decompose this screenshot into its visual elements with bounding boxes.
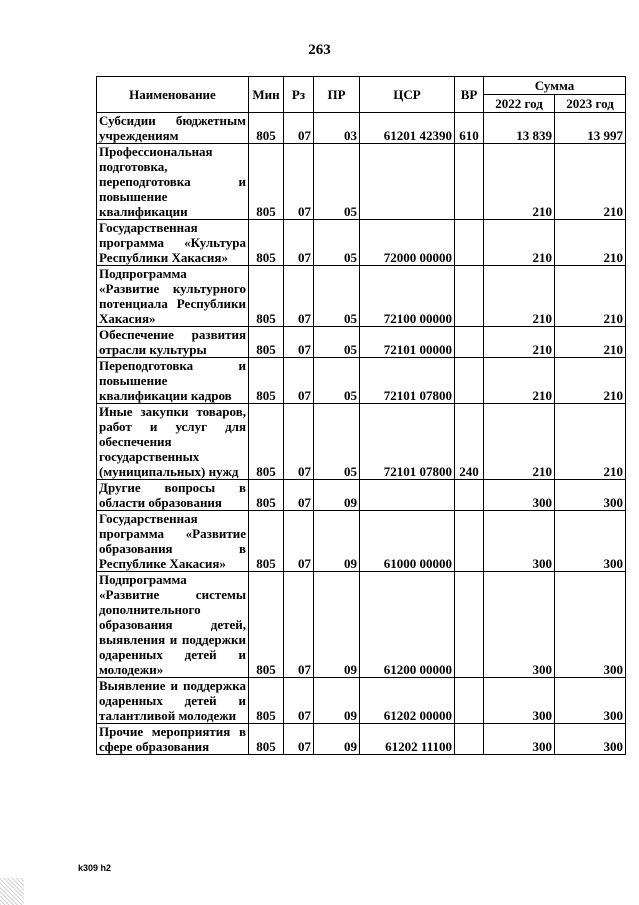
row-name: Государственная программа «Развитие образования в Республике Хакасия» xyxy=(97,511,249,572)
table-body xyxy=(97,113,626,755)
budget-table xyxy=(96,76,626,755)
row-sum-2023: 210 xyxy=(555,220,626,266)
row-pr: 05 xyxy=(314,220,360,266)
row-min: 805 xyxy=(249,480,284,511)
row-pr: 05 xyxy=(314,327,360,358)
header-name: Наименование xyxy=(97,77,249,113)
table-row xyxy=(97,358,626,404)
row-name: Другие вопросы в области образования xyxy=(97,480,249,511)
row-sum-2023: 210 xyxy=(555,404,626,480)
table-row xyxy=(97,724,626,755)
row-pr: 09 xyxy=(314,572,360,678)
row-sum-2023: 300 xyxy=(555,572,626,678)
row-rz: 07 xyxy=(284,404,314,480)
row-rz: 07 xyxy=(284,678,314,724)
header-vr: ВР xyxy=(455,77,484,113)
row-sum-2022: 210 xyxy=(484,358,555,404)
row-name: Переподготовка и повышение квалификации кадров xyxy=(97,358,249,404)
header-year-2022: 2022 год xyxy=(484,95,555,113)
row-sum-2023: 210 xyxy=(555,327,626,358)
table-row xyxy=(97,220,626,266)
row-sum-2022: 210 xyxy=(484,266,555,327)
row-min: 805 xyxy=(249,266,284,327)
row-name: Прочие мероприятия в сфере образования xyxy=(97,724,249,755)
row-vr: 610 xyxy=(455,113,484,144)
row-pr: 09 xyxy=(314,511,360,572)
row-sum-2022: 210 xyxy=(484,220,555,266)
footer-code: k309 h2 xyxy=(78,863,112,873)
row-pr: 05 xyxy=(314,358,360,404)
table-row xyxy=(97,404,626,480)
row-rz: 07 xyxy=(284,358,314,404)
row-min: 805 xyxy=(249,678,284,724)
table-row xyxy=(97,511,626,572)
row-pr: 09 xyxy=(314,724,360,755)
row-pr: 03 xyxy=(314,113,360,144)
row-name: Профессиональная подготовка, переподготовка и повышение квалификации xyxy=(97,144,249,220)
table-row xyxy=(97,266,626,327)
row-rz: 07 xyxy=(284,327,314,358)
row-csr: 72100 00000 xyxy=(360,266,455,327)
row-sum-2023: 300 xyxy=(555,678,626,724)
row-sum-2023: 210 xyxy=(555,144,626,220)
row-csr: 61201 42390 xyxy=(360,113,455,144)
row-csr: 72000 00000 xyxy=(360,220,455,266)
table-row xyxy=(97,327,626,358)
row-min: 805 xyxy=(249,358,284,404)
row-min: 805 xyxy=(249,724,284,755)
row-sum-2023: 300 xyxy=(555,480,626,511)
header-csr: ЦСР xyxy=(360,77,455,113)
row-vr xyxy=(455,511,484,572)
row-csr: 72101 07800 xyxy=(360,404,455,480)
row-vr xyxy=(455,480,484,511)
row-sum-2022: 210 xyxy=(484,327,555,358)
row-rz: 07 xyxy=(284,511,314,572)
header-min: Мин xyxy=(249,77,284,113)
row-csr: 61000 00000 xyxy=(360,511,455,572)
row-min: 805 xyxy=(249,404,284,480)
row-name: Обеспечение развития отрасли культуры xyxy=(97,327,249,358)
row-sum-2022: 300 xyxy=(484,678,555,724)
row-vr xyxy=(455,327,484,358)
row-csr: 72101 07800 xyxy=(360,358,455,404)
row-min: 805 xyxy=(249,113,284,144)
row-pr: 05 xyxy=(314,266,360,327)
row-sum-2022: 300 xyxy=(484,724,555,755)
row-sum-2023: 13 997 xyxy=(555,113,626,144)
row-rz: 07 xyxy=(284,113,314,144)
row-csr: 72101 00000 xyxy=(360,327,455,358)
row-min: 805 xyxy=(249,144,284,220)
row-vr xyxy=(455,678,484,724)
table-row xyxy=(97,144,626,220)
row-pr: 05 xyxy=(314,144,360,220)
row-rz: 07 xyxy=(284,144,314,220)
row-pr: 09 xyxy=(314,480,360,511)
row-vr xyxy=(455,220,484,266)
row-csr: 61202 00000 xyxy=(360,678,455,724)
row-sum-2022: 300 xyxy=(484,511,555,572)
header-sum: Сумма xyxy=(484,77,626,95)
row-sum-2023: 210 xyxy=(555,266,626,327)
row-sum-2023: 300 xyxy=(555,511,626,572)
row-sum-2022: 210 xyxy=(484,404,555,480)
row-name: Субсидии бюджетным учреждениям xyxy=(97,113,249,144)
table-row xyxy=(97,480,626,511)
table-header xyxy=(97,77,626,113)
page-number: 263 xyxy=(308,42,331,58)
row-name: Иные закупки товаров, работ и услуг для обеспечения государственных (муниципальных) нужд xyxy=(97,404,249,480)
row-min: 805 xyxy=(249,327,284,358)
row-vr xyxy=(455,724,484,755)
row-pr: 09 xyxy=(314,678,360,724)
row-vr xyxy=(455,144,484,220)
row-vr xyxy=(455,266,484,327)
row-rz: 07 xyxy=(284,572,314,678)
row-sum-2022: 300 xyxy=(484,572,555,678)
row-csr: 61200 00000 xyxy=(360,572,455,678)
row-rz: 07 xyxy=(284,480,314,511)
row-csr xyxy=(360,144,455,220)
row-rz: 07 xyxy=(284,220,314,266)
row-csr: 61202 11100 xyxy=(360,724,455,755)
row-pr: 05 xyxy=(314,404,360,480)
row-sum-2023: 210 xyxy=(555,358,626,404)
row-vr: 240 xyxy=(455,404,484,480)
row-sum-2023: 300 xyxy=(555,724,626,755)
row-name: Государственная программа «Культура Республики Хакасия» xyxy=(97,220,249,266)
scan-artifact xyxy=(0,878,24,905)
row-sum-2022: 13 839 xyxy=(484,113,555,144)
row-min: 805 xyxy=(249,220,284,266)
table-row xyxy=(97,113,626,144)
row-rz: 07 xyxy=(284,266,314,327)
row-sum-2022: 300 xyxy=(484,480,555,511)
row-vr xyxy=(455,358,484,404)
header-rz: Рз xyxy=(284,77,314,113)
row-name: Подпрограмма «Развитие системы дополнительного образования детей, выявления и поддержки одаренных детей и молодежи» xyxy=(97,572,249,678)
row-min: 805 xyxy=(249,572,284,678)
table-row xyxy=(97,678,626,724)
row-min: 805 xyxy=(249,511,284,572)
row-rz: 07 xyxy=(284,724,314,755)
row-csr xyxy=(360,480,455,511)
table-row xyxy=(97,572,626,678)
row-vr xyxy=(455,572,484,678)
row-name: Подпрограмма «Развитие культурного потенциала Республики Хакасия» xyxy=(97,266,249,327)
row-name: Выявление и поддержка одаренных детей и талантливой молодежи xyxy=(97,678,249,724)
header-pr: ПР xyxy=(314,77,360,113)
header-year-2023: 2023 год xyxy=(555,95,626,113)
row-sum-2022: 210 xyxy=(484,144,555,220)
